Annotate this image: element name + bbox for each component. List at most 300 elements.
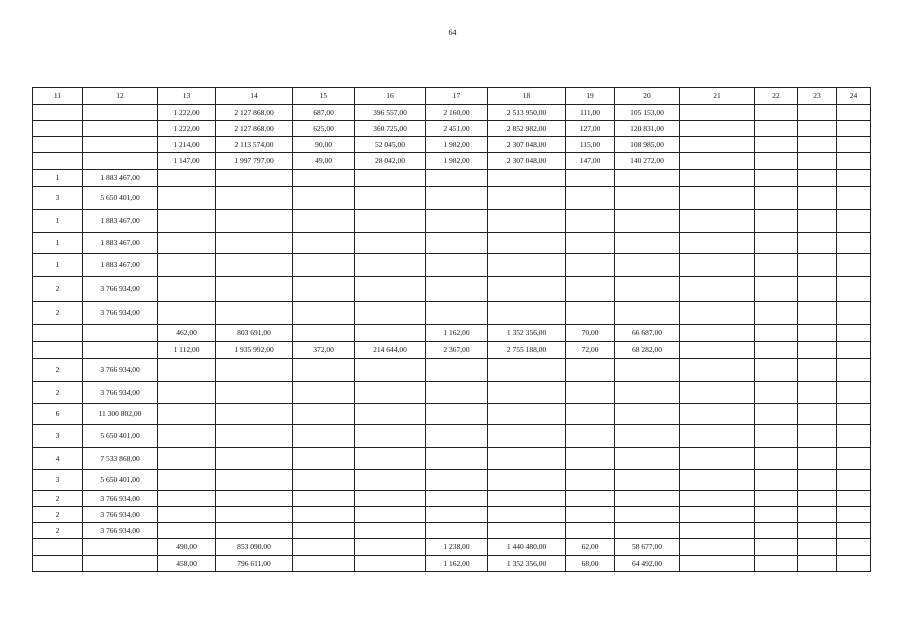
table-cell xyxy=(33,153,83,170)
table-cell xyxy=(158,470,216,491)
table-cell: 1 162,00 xyxy=(426,325,488,342)
table-cell: 1 xyxy=(33,254,83,277)
table-cell xyxy=(798,121,837,137)
table-cell xyxy=(158,382,216,404)
table-cell: 1 883 467,00 xyxy=(83,233,158,254)
table-cell xyxy=(798,187,837,210)
table-cell xyxy=(755,277,798,302)
table-cell xyxy=(426,170,488,187)
table-cell: 115,00 xyxy=(566,137,615,153)
table-cell xyxy=(680,137,755,153)
table-cell: 625,00 xyxy=(293,121,355,137)
table-cell: 2 307 048,00 xyxy=(488,137,566,153)
table-cell xyxy=(680,325,755,342)
column-header: 22 xyxy=(755,88,798,105)
table-cell xyxy=(680,470,755,491)
table-cell: 68,00 xyxy=(566,556,615,572)
table-cell: 687,00 xyxy=(293,105,355,121)
table-cell xyxy=(680,448,755,470)
table-cell xyxy=(798,277,837,302)
table-row xyxy=(33,342,871,359)
table-row xyxy=(33,137,871,153)
table-cell: 140 272,00 xyxy=(615,153,680,170)
table-cell xyxy=(755,382,798,404)
table-header-row xyxy=(33,88,871,105)
table-cell xyxy=(158,491,216,507)
table-cell xyxy=(216,523,293,539)
table-cell xyxy=(355,448,426,470)
table-cell: 214 644,00 xyxy=(355,342,426,359)
table-cell: 52 045,00 xyxy=(355,137,426,153)
table-cell xyxy=(216,425,293,448)
table-cell: 120 831,00 xyxy=(615,121,680,137)
table-row xyxy=(33,425,871,448)
table-cell xyxy=(755,507,798,523)
table-cell xyxy=(755,254,798,277)
table-cell xyxy=(615,302,680,325)
table-cell: 490,00 xyxy=(158,539,216,556)
table-cell xyxy=(83,342,158,359)
table-cell: 3 766 934,00 xyxy=(83,523,158,539)
table-cell: 2 xyxy=(33,359,83,382)
table-cell xyxy=(837,507,871,523)
table-cell xyxy=(158,448,216,470)
table-cell xyxy=(293,254,355,277)
table-cell: 62,00 xyxy=(566,539,615,556)
column-header: 21 xyxy=(680,88,755,105)
table-cell: 64 492,00 xyxy=(615,556,680,572)
table-cell xyxy=(158,425,216,448)
table-cell xyxy=(837,187,871,210)
table-cell xyxy=(566,254,615,277)
table-cell: 3 766 934,00 xyxy=(83,277,158,302)
table-cell xyxy=(680,539,755,556)
table-cell xyxy=(615,187,680,210)
table-cell: 5 650 401,00 xyxy=(83,425,158,448)
table-cell xyxy=(837,254,871,277)
table-cell xyxy=(680,170,755,187)
table-cell xyxy=(837,121,871,137)
table-cell: 458,00 xyxy=(158,556,216,572)
table-cell xyxy=(837,210,871,233)
table-row xyxy=(33,170,871,187)
table-cell: 105 153,00 xyxy=(615,105,680,121)
table-cell: 2 451,00 xyxy=(426,121,488,137)
table-cell xyxy=(216,448,293,470)
table-cell xyxy=(680,210,755,233)
table-cell: 372,00 xyxy=(293,342,355,359)
table-cell xyxy=(680,254,755,277)
table-cell xyxy=(755,153,798,170)
table-cell xyxy=(798,105,837,121)
table-cell xyxy=(83,137,158,153)
table-cell xyxy=(755,302,798,325)
table-cell xyxy=(680,556,755,572)
table-cell: 1 xyxy=(33,233,83,254)
table-cell xyxy=(293,170,355,187)
table-cell: 111,00 xyxy=(566,105,615,121)
table-cell xyxy=(488,470,566,491)
table-cell xyxy=(293,404,355,425)
table-cell xyxy=(33,539,83,556)
table-cell xyxy=(158,210,216,233)
table-cell xyxy=(755,491,798,507)
table-cell xyxy=(216,302,293,325)
table-cell xyxy=(216,491,293,507)
table-cell xyxy=(426,210,488,233)
table-cell xyxy=(615,210,680,233)
table-cell xyxy=(755,137,798,153)
table-cell xyxy=(488,254,566,277)
table-cell xyxy=(755,448,798,470)
table-cell xyxy=(615,491,680,507)
table-cell xyxy=(216,470,293,491)
table-cell xyxy=(798,470,837,491)
table-cell: 49,00 xyxy=(293,153,355,170)
table-cell xyxy=(293,470,355,491)
table-cell xyxy=(488,491,566,507)
table-cell xyxy=(33,121,83,137)
table-cell: 1 352 356,00 xyxy=(488,325,566,342)
column-header: 20 xyxy=(615,88,680,105)
table-cell xyxy=(355,254,426,277)
table-cell xyxy=(293,277,355,302)
table-cell xyxy=(426,359,488,382)
table-cell xyxy=(158,359,216,382)
table-cell xyxy=(293,425,355,448)
table-cell xyxy=(837,153,871,170)
column-header: 18 xyxy=(488,88,566,105)
table-cell: 796 611,00 xyxy=(216,556,293,572)
table-cell: 66 687,00 xyxy=(615,325,680,342)
table-cell xyxy=(837,382,871,404)
table-cell xyxy=(837,523,871,539)
table-cell xyxy=(798,491,837,507)
table-row xyxy=(33,105,871,121)
table-cell xyxy=(798,233,837,254)
table-cell xyxy=(293,233,355,254)
table-cell: 4 xyxy=(33,448,83,470)
table-cell xyxy=(615,170,680,187)
table-cell: 3 xyxy=(33,470,83,491)
table-row xyxy=(33,404,871,425)
table-cell xyxy=(293,448,355,470)
table-cell xyxy=(83,121,158,137)
table-cell xyxy=(837,359,871,382)
table-cell xyxy=(158,170,216,187)
table-cell: 2 xyxy=(33,302,83,325)
table-cell xyxy=(566,491,615,507)
column-header: 23 xyxy=(798,88,837,105)
table-cell xyxy=(755,105,798,121)
table-cell xyxy=(488,382,566,404)
table-cell xyxy=(755,170,798,187)
table-cell xyxy=(566,302,615,325)
table-cell: 2 113 574,00 xyxy=(216,137,293,153)
table-cell xyxy=(755,404,798,425)
table-cell xyxy=(680,121,755,137)
table-cell xyxy=(798,404,837,425)
table-cell xyxy=(216,170,293,187)
table-cell xyxy=(680,187,755,210)
table-cell: 2 160,00 xyxy=(426,105,488,121)
table-cell xyxy=(355,325,426,342)
table-cell: 1 440 480,00 xyxy=(488,539,566,556)
table-cell xyxy=(216,187,293,210)
table-cell xyxy=(355,507,426,523)
table-cell xyxy=(488,302,566,325)
table-cell xyxy=(158,523,216,539)
table-cell xyxy=(837,448,871,470)
column-header: 16 xyxy=(355,88,426,105)
table-row xyxy=(33,153,871,170)
table-cell xyxy=(426,382,488,404)
table-row xyxy=(33,539,871,556)
table-cell xyxy=(566,187,615,210)
table-cell xyxy=(158,302,216,325)
table-cell xyxy=(566,425,615,448)
table-cell xyxy=(680,233,755,254)
table-cell xyxy=(755,233,798,254)
table-cell xyxy=(615,470,680,491)
table-cell xyxy=(355,539,426,556)
table-cell: 2 xyxy=(33,491,83,507)
table-cell xyxy=(293,507,355,523)
table-cell xyxy=(216,359,293,382)
table-cell xyxy=(680,302,755,325)
table-cell xyxy=(488,210,566,233)
table-cell xyxy=(798,170,837,187)
table-cell xyxy=(680,382,755,404)
table-cell xyxy=(158,233,216,254)
table-cell xyxy=(216,210,293,233)
table-cell xyxy=(293,491,355,507)
table-cell xyxy=(615,359,680,382)
table-cell: 2 852 982,00 xyxy=(488,121,566,137)
table-cell xyxy=(755,470,798,491)
table-cell: 70,00 xyxy=(566,325,615,342)
table-cell: 1 162,00 xyxy=(426,556,488,572)
table-cell xyxy=(33,137,83,153)
table-cell xyxy=(158,507,216,523)
table-cell xyxy=(83,153,158,170)
table-cell xyxy=(798,507,837,523)
table-cell xyxy=(755,359,798,382)
table-cell xyxy=(798,325,837,342)
table-row xyxy=(33,233,871,254)
table-cell: 2 755 188,00 xyxy=(488,342,566,359)
table-cell xyxy=(755,210,798,233)
table-cell xyxy=(83,105,158,121)
table-cell xyxy=(488,187,566,210)
table-cell xyxy=(216,404,293,425)
table-cell xyxy=(566,170,615,187)
table-cell: 1 982,00 xyxy=(426,137,488,153)
table-cell: 853 090,00 xyxy=(216,539,293,556)
table-cell: 7 533 868,00 xyxy=(83,448,158,470)
table-cell: 2 xyxy=(33,523,83,539)
table-cell xyxy=(355,359,426,382)
table-cell xyxy=(798,425,837,448)
table-cell xyxy=(837,105,871,121)
table-cell xyxy=(680,425,755,448)
table-cell: 127,00 xyxy=(566,121,615,137)
table-cell: 3 766 934,00 xyxy=(83,359,158,382)
table-cell xyxy=(216,254,293,277)
table-cell xyxy=(798,556,837,572)
table-cell xyxy=(355,277,426,302)
table-cell xyxy=(293,210,355,233)
table-cell xyxy=(355,523,426,539)
table-cell: 1 222,00 xyxy=(158,121,216,137)
table-cell: 3 766 934,00 xyxy=(83,491,158,507)
table-cell xyxy=(566,507,615,523)
table-cell xyxy=(426,491,488,507)
table-cell xyxy=(355,210,426,233)
table-cell xyxy=(488,359,566,382)
table-cell: 3 766 934,00 xyxy=(83,302,158,325)
table-row xyxy=(33,302,871,325)
table-cell xyxy=(293,539,355,556)
table-row xyxy=(33,277,871,302)
table-cell xyxy=(798,210,837,233)
table-cell: 1 112,00 xyxy=(158,342,216,359)
table-cell xyxy=(755,187,798,210)
table-cell xyxy=(83,325,158,342)
table-cell: 2 127 868,00 xyxy=(216,105,293,121)
table-cell xyxy=(615,382,680,404)
table-cell xyxy=(488,170,566,187)
table-cell xyxy=(355,382,426,404)
table-cell xyxy=(566,448,615,470)
table-cell: 3 xyxy=(33,187,83,210)
table-cell: 2 127 868,00 xyxy=(216,121,293,137)
table-cell: 11 300 802,00 xyxy=(83,404,158,425)
table-cell: 1 883 467,00 xyxy=(83,254,158,277)
table-cell xyxy=(566,359,615,382)
table-cell xyxy=(837,539,871,556)
table-cell xyxy=(33,325,83,342)
table-cell xyxy=(755,425,798,448)
table-cell xyxy=(566,233,615,254)
table-cell xyxy=(755,539,798,556)
table-cell xyxy=(216,277,293,302)
column-header: 11 xyxy=(33,88,83,105)
table-cell xyxy=(293,382,355,404)
table-cell xyxy=(615,277,680,302)
table-cell xyxy=(488,425,566,448)
table-cell: 5 650 401,00 xyxy=(83,470,158,491)
table-cell xyxy=(488,507,566,523)
column-header: 24 xyxy=(837,88,871,105)
column-header: 17 xyxy=(426,88,488,105)
table-cell: 5 650 401,00 xyxy=(83,187,158,210)
table-cell xyxy=(426,187,488,210)
table-cell xyxy=(216,507,293,523)
table-cell xyxy=(680,507,755,523)
table-cell xyxy=(615,425,680,448)
table-cell xyxy=(837,277,871,302)
table-cell: 2 513 950,00 xyxy=(488,105,566,121)
table-cell xyxy=(798,153,837,170)
table-cell xyxy=(755,342,798,359)
table-cell xyxy=(426,470,488,491)
table-row xyxy=(33,470,871,491)
table-cell xyxy=(837,556,871,572)
table-cell xyxy=(158,254,216,277)
table-cell xyxy=(615,254,680,277)
table-cell: 3 766 934,00 xyxy=(83,507,158,523)
table-cell xyxy=(488,404,566,425)
table-cell xyxy=(355,404,426,425)
table-cell: 2 307 048,00 xyxy=(488,153,566,170)
table-cell: 1 883 467,00 xyxy=(83,170,158,187)
table-cell xyxy=(566,470,615,491)
table-cell xyxy=(837,170,871,187)
table-cell xyxy=(566,277,615,302)
table-cell xyxy=(355,187,426,210)
table-cell xyxy=(355,425,426,448)
table-cell xyxy=(615,523,680,539)
table-cell xyxy=(293,556,355,572)
table-cell: 1 222,00 xyxy=(158,105,216,121)
table-cell: 1 214,00 xyxy=(158,137,216,153)
table-cell xyxy=(293,302,355,325)
table-cell: 1 935 992,00 xyxy=(216,342,293,359)
table-cell xyxy=(216,382,293,404)
table-cell xyxy=(615,404,680,425)
table-cell xyxy=(755,325,798,342)
table-cell: 2 367,00 xyxy=(426,342,488,359)
table-cell xyxy=(798,342,837,359)
table-cell xyxy=(293,187,355,210)
table-cell: 3 766 934,00 xyxy=(83,382,158,404)
table-cell xyxy=(680,404,755,425)
table-cell xyxy=(355,470,426,491)
table-cell xyxy=(83,539,158,556)
table-cell xyxy=(488,523,566,539)
table-row xyxy=(33,523,871,539)
table-cell xyxy=(426,254,488,277)
table-cell xyxy=(680,153,755,170)
table-cell xyxy=(837,302,871,325)
table-cell xyxy=(798,254,837,277)
table-cell xyxy=(83,556,158,572)
table-cell xyxy=(837,404,871,425)
table-cell: 1 xyxy=(33,210,83,233)
table-cell: 2 xyxy=(33,382,83,404)
table-cell xyxy=(615,448,680,470)
table-cell xyxy=(798,539,837,556)
table-cell: 1 997 797,00 xyxy=(216,153,293,170)
table-row xyxy=(33,187,871,210)
table-cell xyxy=(488,233,566,254)
table-cell xyxy=(837,470,871,491)
table-cell xyxy=(158,277,216,302)
table-cell xyxy=(798,382,837,404)
table-cell: 803 691,00 xyxy=(216,325,293,342)
table-cell xyxy=(293,523,355,539)
table-cell: 6 xyxy=(33,404,83,425)
table-cell: 1 238,00 xyxy=(426,539,488,556)
table-cell xyxy=(426,233,488,254)
table-cell xyxy=(426,404,488,425)
table-cell xyxy=(680,105,755,121)
table-cell xyxy=(355,233,426,254)
table-cell xyxy=(426,448,488,470)
table-cell: 1 147,00 xyxy=(158,153,216,170)
table-cell xyxy=(33,105,83,121)
